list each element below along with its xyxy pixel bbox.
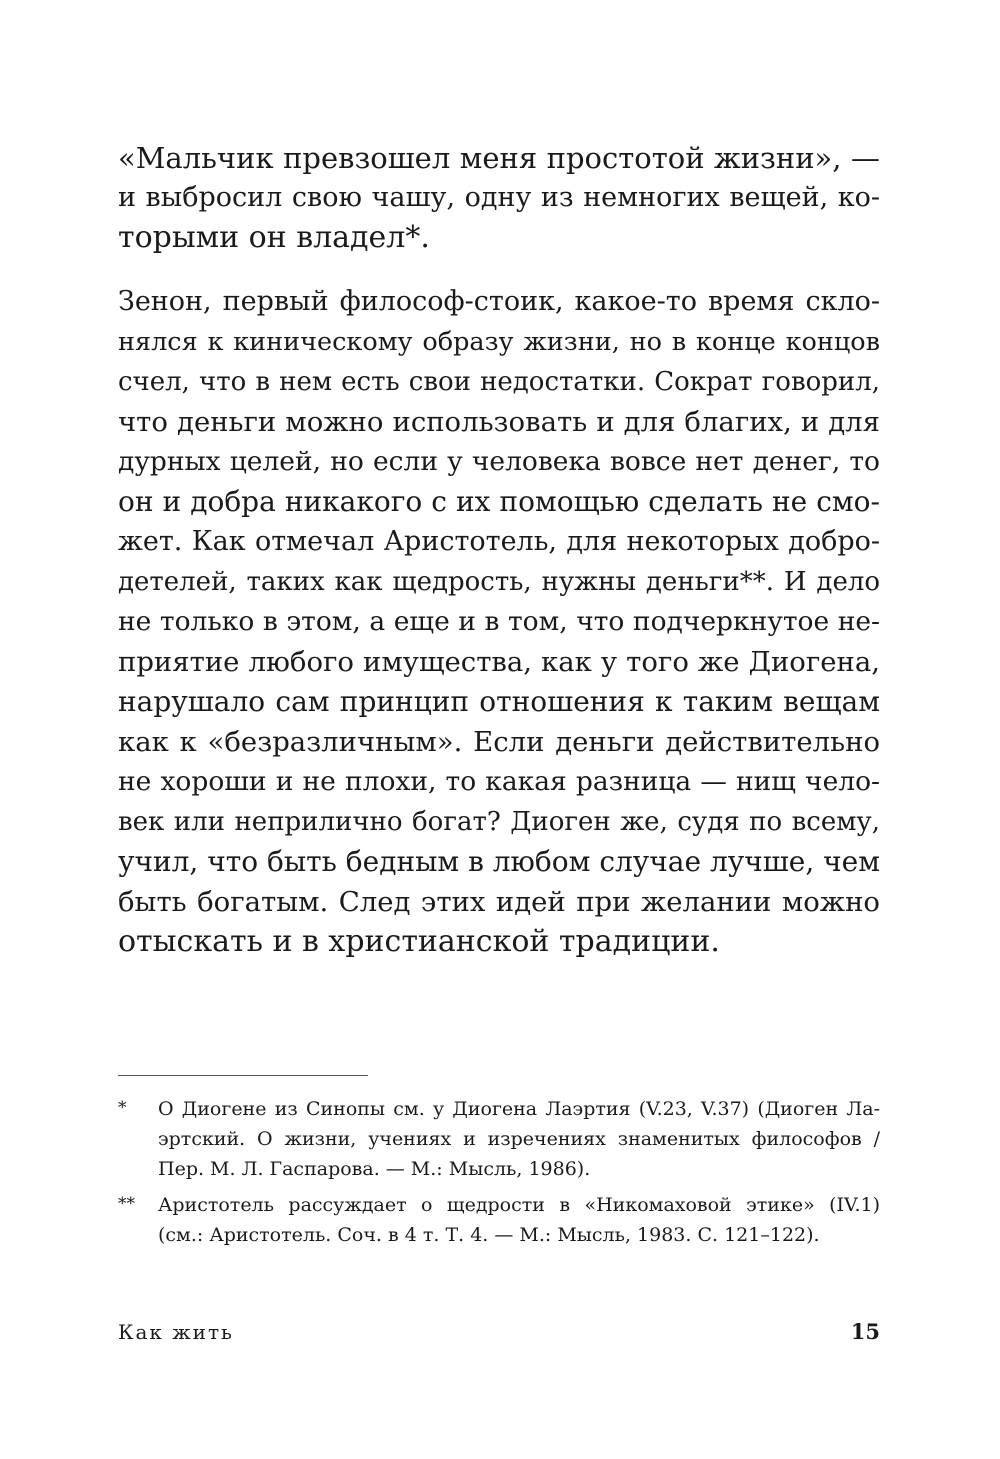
- page-number: 15: [850, 1319, 880, 1344]
- body-line: учил, что быть бедным в любом случае лучше, чем: [118, 845, 880, 878]
- body-line: что деньги можно использовать и для благих, и для: [118, 406, 880, 438]
- body-line: детелей, таких как щедрость, нужны деньги**. И дело: [118, 567, 880, 597]
- body-line: нарушало сам принцип отношения к таким вещам: [118, 685, 880, 718]
- footnote-line: эртский. О жизни, учениях и изречениях знаменитых философов /: [158, 1128, 880, 1150]
- footnote-text: [158, 1094, 880, 1184]
- body-line: жет. Как отмечал Аристотель, для некоторых добро-: [118, 526, 880, 557]
- running-footer-title: Как жить: [118, 1320, 234, 1344]
- body-line: Зенон, первый философ-стоик, какое-то время скло-: [118, 286, 880, 317]
- body-line: счел, что в нем есть свои недостатки. Сократ говорил,: [118, 367, 880, 397]
- body-line: он и добра никакого с их помощью сделать не смо-: [118, 485, 880, 518]
- body-line: как к «безразличным». Если деньги действительно: [118, 726, 880, 758]
- footnote-line: Пер. М. Л. Гаспарова. — М.: Мысль, 1986).: [158, 1158, 591, 1180]
- body-paragraph-1: [118, 138, 880, 258]
- body-line: приятие любого имущества, как у того же Диогена,: [118, 646, 880, 678]
- body-line: быть богатым. След этих идей при желании можно: [118, 886, 880, 918]
- body-line: век или неприлично богат? Диоген же, судя по всему,: [118, 807, 880, 837]
- footnote-mark: *: [118, 1098, 127, 1118]
- body-line: дурных целей, но если у человека вовсе нет денег, то: [118, 446, 880, 477]
- body-paragraph-2: [118, 282, 880, 962]
- body-line: не хороши и не плохи, то какая разница — нищ чело-: [118, 766, 880, 797]
- body-line: торыми он владел*.: [118, 220, 430, 255]
- footnote-line: (см.: Аристотель. Соч. в 4 т. Т. 4. — М.: Мысль, 1983. С. 121–122).: [158, 1224, 820, 1246]
- body-line: «Мальчик превзошел меня простотой жизни», —: [118, 141, 880, 175]
- body-line: отыскать и в христианской традиции.: [118, 924, 720, 959]
- footnote-line: О Диогене из Синопы см. у Диогена Лаэртия (V.23, V.37) (Диоген Ла-: [158, 1098, 880, 1120]
- body-line: и выбросил свою чашу, одну из немногих вещей, ко-: [118, 182, 880, 213]
- body-line: нялся к киническому образу жизни, но в конце концов: [118, 327, 880, 357]
- footnote-line: Аристотель рассуждает о щедрости в «Никомаховой этике» (IV.1): [158, 1194, 880, 1216]
- body-line: не только в этом, а еще и в том, что подчеркнутое не-: [118, 606, 880, 637]
- footnote-divider: [118, 1075, 368, 1076]
- footnote-text: [158, 1190, 880, 1250]
- footnote-mark: **: [118, 1194, 135, 1214]
